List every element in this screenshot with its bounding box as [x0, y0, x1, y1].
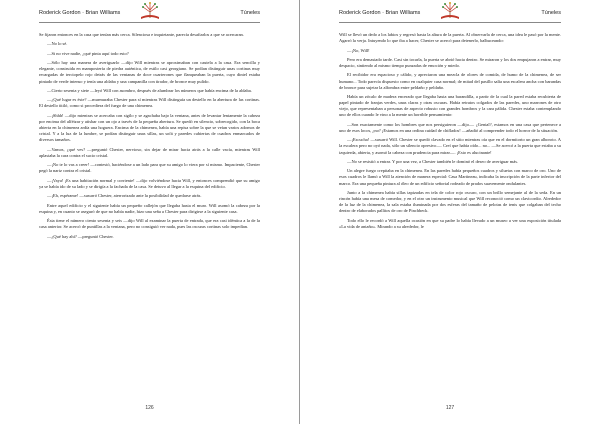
paragraph: —¡Shhh! —dijo mientras se acercaba con sigilo y se agachaba bajo la ventana, antes de levantar lentamente la cabeza por encima del alféizar y atisbar con un ojo a través de la pequeña abertura. Se quedó en silencio, sobrecogido, con la boca abierta en la chimenea ardía una hoguera. Encima de la chimenea, había una repisa sobre la que se veían varios adornos de cristal. Y a la luz de la lumbre, se podían distinguir unas sillas, un sofá y paredes cubiertas de cuadros enmarcados de diversos tamaños.	[39, 112, 260, 143]
paragraph: Pero era demasiado tarde. Casi sin tocarla, la puerta se abrió hacia dentro. Se miraron y los dos empujaron a entrar, muy despacio, sintiendo al mismo tiempo punzadas de emoción y miedo.	[339, 56, 561, 68]
paragraph: —¿Qué lugar es éste? —murmuraba Chester para sí mientras Will distinguía un destello en la abertura de las cortinas. El destello titiló, como si procediera del fuego de una chimenea.	[39, 97, 260, 109]
paragraph: —¡Eh, espérame! —susurró Chester, aterrorizado ante la posibilidad de quedarse atrás.	[47, 193, 202, 199]
header-author: Roderick Gordon · Brian Williams	[39, 10, 121, 16]
page-header	[339, 8, 561, 23]
paragraph: Junto a la chimenea había sillas tapizadas en tela de color rojo oscuro, con un brillo semejante al de la seda. En un rincón había una mesa de comedor, y en el otro un instrumento musical que Will reconoció como un clavicordio. Alrededor de la luz de la chimenea, la sala estaba iluminada por dos esferas del tamaño de pelotas de tenis que colgaban del techo dentro de elaborados pallitos de oro de Pinchbeck.	[339, 189, 561, 214]
page-body	[39, 32, 260, 398]
paragraph: Había un zócalo de madera encerado que llegaba hasta una barandilla, a partir de la cual la pared estaba recubierta de papel pintado de franjas verdes, unas claras y otras oscuras. Había retratos colgados de las paredes, uno marrones de otro viejo, que representaban a personas de aspecto robusto con grandes hombros y la cara pálida. Chester estaba contemplando uno de ellos cuando le vino a la mente un horrible pensamiento:	[339, 94, 561, 118]
paragraph: —No se resistió a entrar. Y por una vez, a Chester también le dominó el deseo de averiguar más.	[347, 158, 519, 164]
paragraph: —Vamos, ¿qué ves? —preguntó Chester, nervioso, sin dejar de mirar hacia atrás a la calle vacía, mientras Will aplastaba la cara contra el sucio cristal.	[39, 146, 260, 158]
book-tree-logo-icon	[139, 2, 161, 20]
paragraph: —No lo sé.	[47, 41, 68, 47]
header-title: Túneles	[541, 10, 561, 16]
paragraph: —¿Qué hay ahí? —preguntó Chester.	[47, 233, 114, 239]
paragraph: —¡Vaya! ¡Es una habitación normal y corriente! —dijo volviéndose hacia Will, y entonces comprendió que su amigo ya se había ido de su lado y se dirigía a la fachada de la casa. Se detuvo al llegar a la esquina del edificio.	[39, 177, 260, 189]
header-title: Túneles	[240, 10, 260, 16]
paragraph: Un alegre fuego crepitaba en la chimenea. En las paredes había pequeños cuadros y siluetas con marco de oro. Uno de esos cuadros le llamó a Will la atención de manera especial: Casa Martineau, indicaba la inscripción de la parte inferior del marco. Era una pequeña pintura al óleo de un edificio señorial rodeado de prados suavemente ondulantes.	[339, 168, 561, 186]
paragraph: Ésta tiene el número ciento sesenta y seis —dijo Will al examinar la puerta de entrada, que era casi idéntica a la de la casa anterior. Se acercó de puntillas a la ventana, pero no consiguió ver nada, pues las oscuras cortinas solo impedían.	[39, 218, 260, 230]
book-tree-logo-icon	[439, 2, 461, 20]
right-page	[300, 0, 600, 424]
paragraph: —Sólo hay una manera de averiguarlo —dijo Will mientras se aproximaban con cautela a la casa. Era sencilla y elegante, construida en mampostería de piedra auténtica, de estilo casi georgiano. Se podían distinguir unas cortinas muy recargadas de terciopelo rojo detrás de las ventanas de doce cuarterones que flanqueaban la puerta, cuyo dintel estaba pintado de verde intenso y tenía una aldaba y una campanilla con tirador, de bronce muy pulido.	[39, 60, 260, 84]
paragraph: Entre aquel edificio y el siguiente había un pequeño callejón que llegaba hasta el muro. Will asomó la cabeza por la esquina y, en cuanto se aseguró de que no había nadie, hizo una seña a Chester para dirigirse a la siguiente casa.	[39, 202, 260, 214]
paragraph: —Si no vive nadie, ¿qué pinta aquí todo esto?	[47, 50, 129, 56]
paragraph: Todo ello le recordó a Will aquella ocasión en que su padre lo había llevado a un museo a ver una exposición titulada «La vida de antaño». Mirando a su alrededor, le	[339, 217, 561, 229]
paragraph: El recibidor era espacioso y cálido, y apreciaron una mezcla de olores de comida, de humo de la chimenea, de ser humano... Todo parecía dispuesto como en cualquier casa normal; de mitad del pasillo salía una escalera ancha con barandas de bronce para sujetar la alfombra entre peldaño y peldaño.	[339, 72, 561, 90]
page-body	[339, 32, 561, 398]
paragraph: Will se llevó un dedo a los labios y regresó hasta la altura de la puerta. Al observarla de cerca, una idea le pasó por la mente. Agarró la verja. Intuyendo lo que iba a hacer, Chester se acercó para detenerlo, balbuceando:	[339, 32, 561, 44]
paragraph: —¡No te lo vas a creer! —contestó, haciéndose a un lado para que su amigo lo viera por sí mismo. Impaciente, Chester pegó la nariz contra el cristal.	[39, 162, 260, 174]
paragraph: —¡No, Will!	[347, 47, 370, 53]
paragraph: —¡Escucha! —susurró Will. Chester se quedó clavado en el sitio mientras oía que en el dormitorio un gran alboroto. A la escalera pero no oyó nada, sólo un silencio opresivo—. Creí que había oído... no... —Se acercó a la puerta que estaba a su izquierda, abierta, y asomó la cabeza con prudencia para mirar—. ¡Esto es alucinante!	[339, 137, 561, 155]
page-header	[39, 8, 260, 23]
paragraph: —Son exactamente como los hombres que nos persiguieron —dijo—. ¿Genial?, estamos en una casa que pertenece a uno de esos locos, ¿no? ¡Estamos en una ordina cuidad de chiflados! —añadió al comprender todo el horror de la situación.	[339, 121, 561, 133]
page-number: 126	[145, 405, 154, 411]
paragraph: Se fijaron entonces en la casa que tenían más cerca. Silenciosa e inquietante, parecía desafiarlos a que se acercaran.	[39, 32, 244, 37]
page-number: 127	[445, 405, 455, 411]
paragraph: —Cierto sesenta y siete —leyó Will con asombro, después de alumbrar los números que había encima de la aldaba.	[47, 87, 252, 93]
header-author: Roderick Gordon · Brian Williams	[339, 10, 421, 16]
